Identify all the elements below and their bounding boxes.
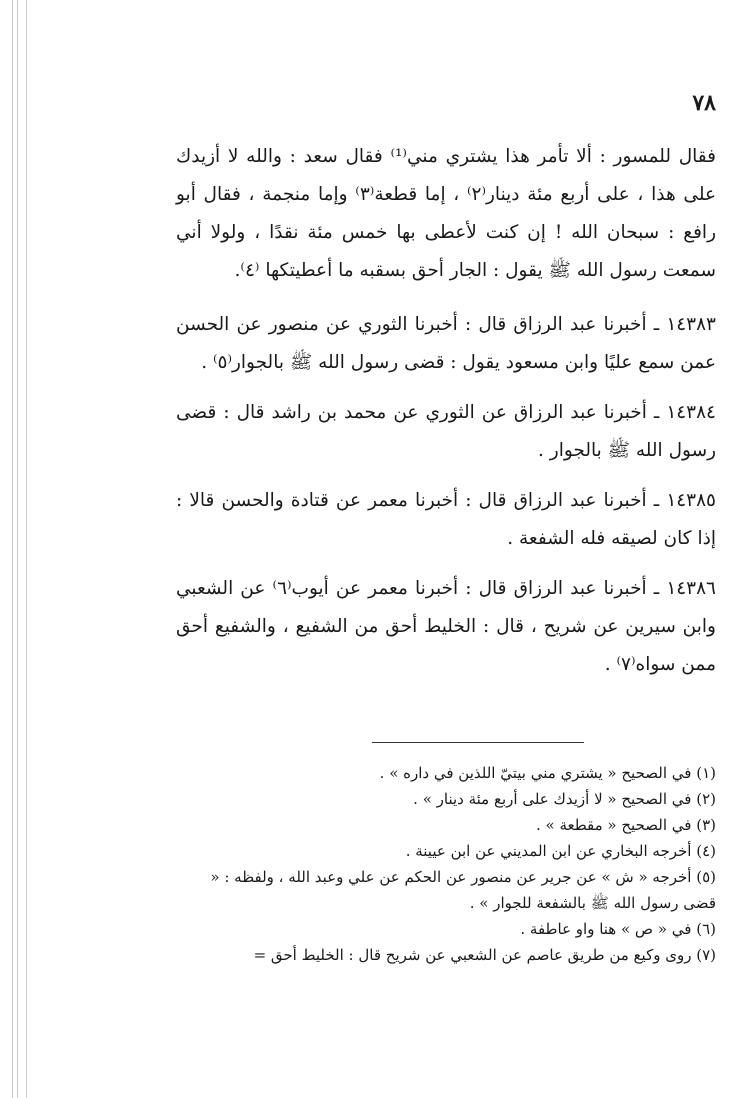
paragraph-continuation: فقال للمسور : ألا تأمر هذا يشتري مني⁽¹⁾ فقال سعد : والله لا أزيدك على هذا ، على أربع مئة دينار⁽٢⁾ ، إما قطعة⁽٣⁾ وإما منجمة ، فقال أبو رافع : سبحان الله ! إن كنت لأعطى بها خمس مئة نقدًا ، ولولا أني سمعت رسول الله ﷺ يقول : الجار أحق بسقبه ما أعطيتكها ⁽٤⁾. xyxy=(176,146,716,281)
hadith-14386: ١٤٣٨٦ ـ أخبرنا عبد الرزاق قال : أخبرنا معمر عن أيوب⁽٦⁾ عن الشعبي وابن سيرين عن شريح ، قال : الخليط أحق من الشفيع ، والشفيع أحق ممن سواه⁽٧⁾ . xyxy=(176,578,716,675)
scan-margin-line xyxy=(12,0,13,1098)
scan-margin-line xyxy=(26,0,27,1098)
footnote-7: (٧) روى وكيع من طريق عاصم عن الشعبي عن شريح قال : الخليط أحق = xyxy=(253,946,716,964)
footnote-3: (٣) في الصحيح « مقطعة » . xyxy=(535,816,716,834)
footnote-5: (٥) أخرجه « ش » عن جرير عن منصور عن الحكم عن علي وعبد الله ، ولفظه : « قضى رسول الله ﷺ بالشفعة للجوار » . xyxy=(210,868,716,912)
footnote-1: (١) في الصحيح « يشتري مني بيتيّ اللذين في داره » . xyxy=(379,764,716,782)
footnote-6: (٦) في « ص » هنا واو عاطفة . xyxy=(520,920,716,938)
hadith-14383: ١٤٣٨٣ ـ أخبرنا عبد الرزاق قال : أخبرنا الثوري عن منصور عن الحسن عمن سمع عليًا وابن مسعود يقول : قضى رسول الله ﷺ بالجوار⁽٥⁾ . xyxy=(176,314,716,373)
footnote-divider xyxy=(372,742,584,743)
footnote-2: (٢) في الصحيح « لا أزيدك على أربع مئة دينار » . xyxy=(413,790,716,808)
page-number: ٧٨ xyxy=(692,90,716,116)
footnote-4: (٤) أخرجه البخاري عن ابن المديني عن ابن عيينة . xyxy=(405,842,716,860)
hadith-14385: ١٤٣٨٥ ـ أخبرنا عبد الرزاق قال : أخبرنا معمر عن قتادة والحسن قالا : إذا كان لصيقه فله الشفعة . xyxy=(176,490,716,549)
main-text xyxy=(176,138,716,696)
footnotes xyxy=(176,760,716,968)
scan-margin-line xyxy=(17,0,18,1098)
hadith-14384: ١٤٣٨٤ ـ أخبرنا عبد الرزاق عن الثوري عن محمد بن راشد قال : قضى رسول الله ﷺ بالجوار . xyxy=(176,402,716,461)
